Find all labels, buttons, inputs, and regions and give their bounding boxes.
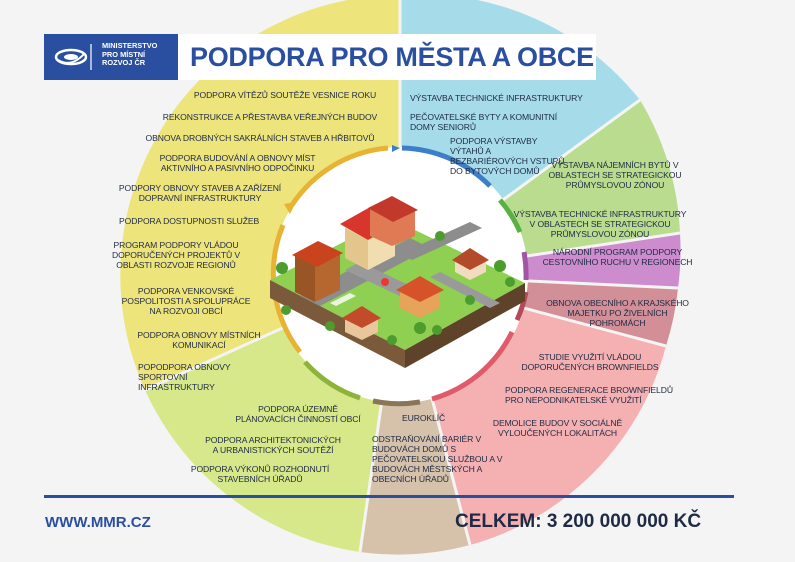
tan-item-2: ODSTRAŇOVÁNÍ BARIÉR V BUDOVÁCH DOMŮ S PEČOVATELSKOU SLUŽBOU A V BUDOVÁCH MĚSTSKÝCH A OBECNÍCH ÚŘADŮ — [372, 434, 503, 484]
yellow-item-10: POPODPORA OBNOVY SPORTOVNÍ INFRASTRUKTURY — [138, 362, 231, 392]
yellow-item-1: PODPORA VÍTĚZŮ SOUTĚŽE VESNICE ROKU — [193, 90, 377, 100]
yellow-item-8: PODPORA VENKOVSKÉ POSPOLITOSTI A SPOLUPRÁCE NA ROZVOJI OBCÍ — [121, 286, 251, 316]
ministry-logo-icon — [54, 40, 94, 74]
green-item-1: VÝSTAVBA NÁJEMNÍCH BYTŮ V OBLASTECH SE STRATEGICKOU PRŮMYSLOVOU ZÓNOU — [548, 160, 682, 190]
yellow-item-9: PODPORA OBNOVY MÍSTNÍCH KOMUNIKACÍ — [137, 330, 261, 350]
yellow-item-3: OBNOVA DROBNÝCH SAKRÁLNÍCH STAVEB A HŘBITOVŮ — [145, 133, 375, 143]
page-title: PODPORA PRO MĚSTA A OBCE — [190, 42, 594, 72]
tan-item-1: EUROKLÍČ — [402, 413, 446, 423]
website-link[interactable]: WWW.MMR.CZ — [45, 514, 151, 531]
green-item-2: VÝSTAVBA TECHNICKÉ INFRASTRUKTURY V OBLASTECH SE STRATEGICKOU PRŮMYSLOVOU ZÓNOU — [513, 209, 687, 239]
blue-item-3: PODPORA VÝSTAVBY VÝTAHŮ A BEZBARIÉROVÝCH VSTUPŮ DO BYTOVÝCH DOMŮ — [450, 136, 565, 176]
pink-item-2: PODPORA REGENERACE BROWNFIELDŮ PRO NEPODNIKATELSKÉ VYUŽITÍ — [505, 385, 673, 405]
yellow-item-4: PODPORA BUDOVÁNÍ A OBNOVY MÍST AKTIVNÍHO A PASIVNÍHO ODPOČINKU — [159, 153, 316, 173]
pink-item-1: STUDIE VYUŽITÍ VLÁDOU DOPORUČENÝCH BROWNFIELDS — [521, 352, 659, 372]
pink-item-3: DEMOLICE BUDOV V SOCIÁLNĚ VYLOUČENÝCH LOKALITÁCH — [492, 418, 623, 438]
lightgreen-item-3: PODPORA VÝKONŮ ROZHODNUTÍ STAVEBNÍCH ÚŘADŮ — [190, 464, 330, 484]
yellow-item-2: REKONSTRUKCE A PŘESTAVBA VEŘEJNÝCH BUDOV — [162, 112, 378, 122]
header-bar — [44, 34, 596, 80]
blue-item-2: PEČOVATELSKÉ BYTY A KOMUNITNÍ DOMY SENIORŮ — [410, 112, 558, 132]
blue-item-1: VÝSTAVBA TECHNICKÉ INFRASTRUKTURY — [410, 93, 583, 103]
ministry-name: MINISTERSTVO PRO MÍSTNÍ ROZVOJ ČR — [102, 41, 158, 68]
rose-item-1: OBNOVA OBECNÍHO A KRAJSKÉHO MAJETKU PO ŽIVELNÍCH POHROMÁCH — [546, 298, 689, 328]
lightgreen-item-2: PODPORA ARCHITEKTONICKÝCH A URBANISTICKÝCH SOUTĚŽÍ — [205, 435, 341, 455]
lightgreen-item-1: PODPORA ÚZEMNĚ PLÁNOVACÍCH ČINNOSTÍ OBCÍ — [235, 404, 361, 424]
yellow-item-7: PROGRAM PODPORY VLÁDOU DOPORUČENÝCH PROJEKTŮ V OBLASTI ROZVOJE REGIONŮ — [111, 240, 241, 270]
footer-divider — [44, 495, 734, 498]
yellow-item-6: PODPORA DOSTUPNOSTI SLUŽEB — [119, 216, 260, 226]
yellow-item-5: PODPORY OBNOVY STAVEB A ZAŘÍZENÍ DOPRAVNÍ INFRASTRUKTURY — [118, 183, 282, 203]
purple-item-1: NÁRODNÍ PROGRAM PODPORY CESTOVNÍHO RUCHU V REGIONECH — [542, 247, 693, 267]
total-amount: CELKEM: 3 200 000 000 KČ — [455, 511, 702, 532]
